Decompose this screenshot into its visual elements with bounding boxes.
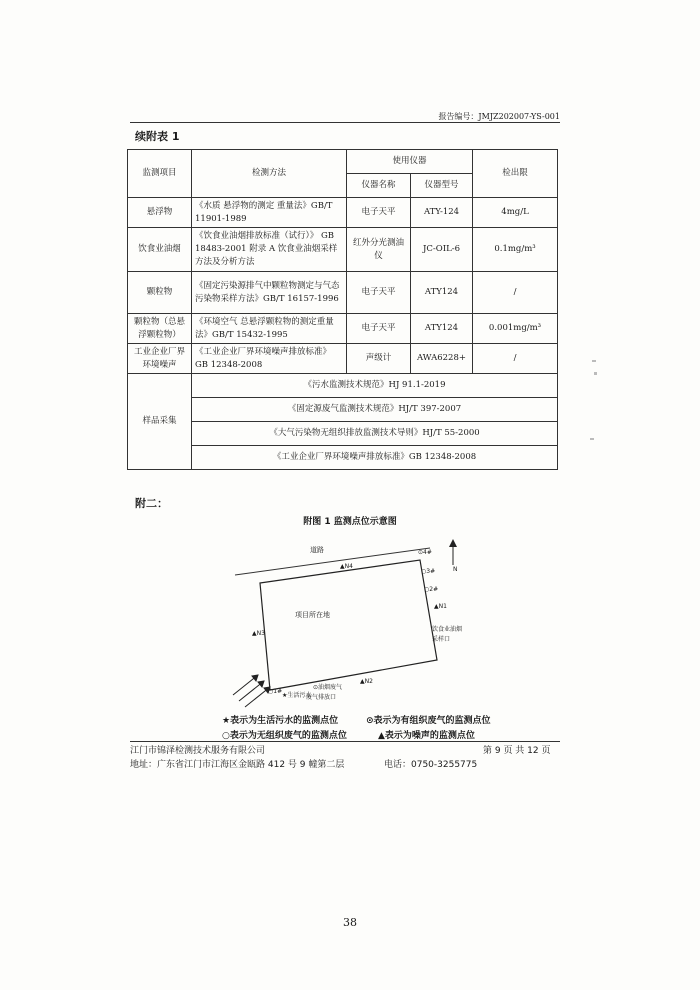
row-inst-name: 电子天平 <box>347 272 411 314</box>
row-inst-name: 红外分光测油仪 <box>347 228 411 272</box>
noise-point-n2: ▲N2 <box>360 678 373 685</box>
appendix-label: 附二： <box>135 497 168 510</box>
row-limit: / <box>473 272 558 314</box>
row-item: 颗粒物（总悬浮颗粒物） <box>128 314 192 344</box>
row-inst-name: 电子天平 <box>347 198 411 228</box>
figure-title: 附图 1 监测点位示意图 <box>303 517 397 527</box>
page-number: 38 <box>343 916 357 929</box>
row-inst-model: ATY-124 <box>411 198 473 228</box>
row-limit: 0.1mg/m³ <box>473 228 558 272</box>
north-arrow-head <box>449 539 457 547</box>
site-map <box>215 535 495 710</box>
instrument-table <box>127 149 558 470</box>
table-row <box>128 314 558 344</box>
road-label: 道路 <box>310 546 324 554</box>
noise-point-n1: ▲N1 <box>434 603 447 610</box>
row-inst-model: ATY124 <box>411 272 473 314</box>
company-name: 江门市锦泽检测技术服务有限公司 <box>130 746 266 756</box>
row-item: 颗粒物 <box>128 272 192 314</box>
row-inst-model: JC-OIL-6 <box>411 228 473 272</box>
header-rule <box>130 122 560 123</box>
col-method-header: 检测方法 <box>192 150 347 198</box>
scan-speck <box>592 360 596 362</box>
row-method: 《环境空气 总悬浮颗粒物的测定重量法》GB/T 15432-1995 <box>192 314 347 344</box>
col-inst-name-header: 仪器名称 <box>347 174 411 198</box>
col-item-header: 监测项目 <box>128 150 192 198</box>
air-point-2: ○2# <box>424 586 439 593</box>
sampling-standard: 《固定源废气监测技术规范》HJ/T 397-2007 <box>192 398 558 422</box>
row-inst-name: 电子天平 <box>347 314 411 344</box>
noise-point-n4: ▲N4 <box>340 563 353 570</box>
row-limit: 0.001mg/m³ <box>473 314 558 344</box>
page-count: 第 9 页 共 12 页 <box>483 746 551 756</box>
col-limit-header: 检出限 <box>473 150 558 198</box>
row-method: 《固定污染源排气中颗粒物测定与气态污染物采样方法》GB/T 16157-1996 <box>192 272 347 314</box>
site-boundary <box>260 560 437 690</box>
air-point-1: ○1# <box>268 688 283 695</box>
col-inst-model-header: 仪器型号 <box>411 174 473 198</box>
report-number: 报告编号：JMJZ202007-YS-001 <box>438 112 560 121</box>
north-label: N <box>453 566 458 573</box>
air-point-4: ⊙4# <box>418 549 432 556</box>
sample-note-2: 采样口 <box>432 636 451 643</box>
legend-circle: ○表示为无组织废气的监测点位 <box>222 731 347 741</box>
wind-arrows-icon <box>233 675 270 707</box>
road-line <box>235 548 430 575</box>
row-item: 饮食业油烟 <box>128 228 192 272</box>
table-subtitle: 续附表 1 <box>135 130 180 143</box>
row-item: 悬浮物 <box>128 198 192 228</box>
company-address: 地址：广东省江门市江海区金瓯路 412 号 9 幢第二层 <box>130 760 345 770</box>
sampling-standard: 《工业企业厂界环境噪声排放标准》GB 12348-2008 <box>192 446 558 470</box>
sampling-label: 样品采集 <box>128 374 192 470</box>
legend-triangle: ▲表示为噪声的监测点位 <box>378 731 475 741</box>
row-method: 《饮食业油烟排放标准（试行）》 GB 18483-2001 附录 A 饮食业油烟采样方法及分析方法 <box>192 228 347 272</box>
scan-speck <box>594 372 597 375</box>
table-row <box>128 344 558 374</box>
row-inst-model: ATY124 <box>411 314 473 344</box>
table-row <box>128 272 558 314</box>
table-row <box>128 198 558 228</box>
legend-star: ★表示为生活污水的监测点位 <box>222 716 339 726</box>
footer-rule <box>130 741 560 742</box>
col-instrument-header: 使用仪器 <box>347 150 473 174</box>
wastewater-point: ★生活污水 <box>282 692 312 699</box>
lampblack-note-2: 废气排放口 <box>306 694 337 701</box>
row-method: 《工业企业厂界环境噪声排放标准》GB 12348-2008 <box>192 344 347 374</box>
air-point-3: ○3# <box>421 568 436 575</box>
lampblack-note: ⊙油烟废气 <box>313 684 343 691</box>
sampling-standard: 《大气污染物无组织排放监测技术导则》HJ/T 55-2000 <box>192 422 558 446</box>
sampling-standard: 《污水监测技术规范》HJ 91.1-2019 <box>192 374 558 398</box>
table-row <box>128 228 558 272</box>
row-inst-model: AWA6228+ <box>411 344 473 374</box>
row-item: 工业企业厂界环境噪声 <box>128 344 192 374</box>
row-method: 《水质 悬浮物的测定 重量法》GB/T 11901-1989 <box>192 198 347 228</box>
sample-note: 饮食业油烟 <box>432 626 463 633</box>
company-phone: 电话：0750-3255775 <box>384 760 478 770</box>
noise-point-n3: ▲N3 <box>252 630 265 637</box>
row-inst-name: 声级计 <box>347 344 411 374</box>
site-label: 项目所在地 <box>295 611 330 619</box>
row-limit: / <box>473 344 558 374</box>
scan-speck <box>590 438 594 440</box>
row-limit: 4mg/L <box>473 198 558 228</box>
legend-gear: ⊙表示为有组织废气的监测点位 <box>366 716 491 726</box>
